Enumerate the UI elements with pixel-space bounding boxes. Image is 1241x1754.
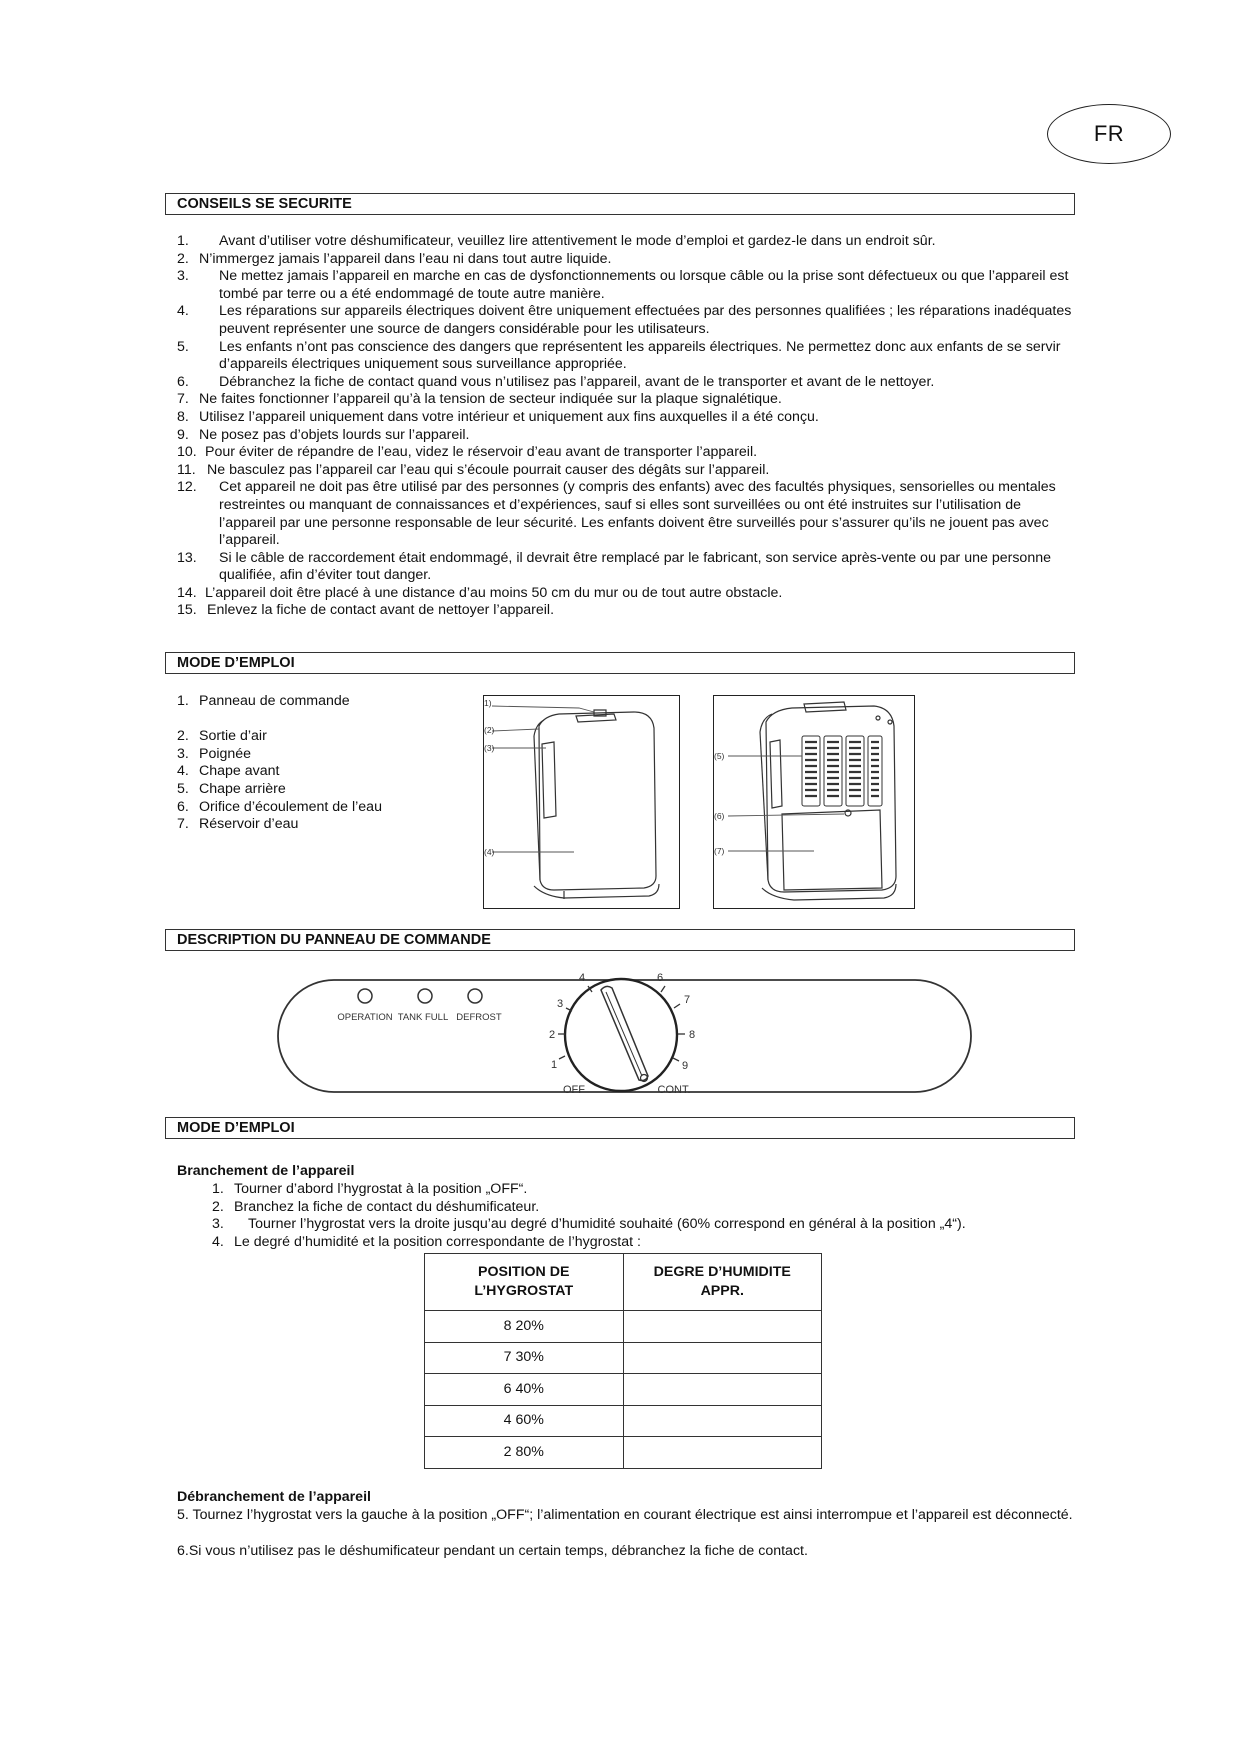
list-item: 1. Panneau de commande [177,693,350,709]
figure-callout: (6) [714,811,725,821]
list-item: 4. Chape avant [177,763,280,780]
dial-mark: 9 [681,1060,689,1072]
list-item: 5. Chape arrière [177,780,286,797]
table-header-position: POSITION DE L’HYGROSTAT [425,1254,624,1311]
disconnect-paragraph: 5. Tournez l’hygrostat vers la gauche à la position „OFF“; l’alimentation en courant électrique est ainsi interrompue et l’appareil est déconnecté. [177,1507,1073,1523]
list-item: 13. Si le câble de raccordement était endommagé, il devrait être remplacé par le fabricant, son service après-vente ou par une personne qualifiée, afin d’éviter tout danger. [177,549,1051,584]
dial-mark: 2 [548,1029,556,1041]
list-item: 7. Réservoir d’eau [177,816,299,833]
figure-callout: (5) [714,751,725,761]
figure-back-view [713,695,915,909]
parts-list [177,693,477,834]
dial-mark: 6 [656,972,664,984]
language-badge: FR [1047,104,1171,164]
list-item: 6. Débranchez la fiche de contact quand vous n’utilisez pas l’appareil, avant de le transporter et avant de le nettoyer. [177,373,935,390]
section-header-parts: MODE D’EMPLOI [165,652,1075,674]
list-item: 10. Pour éviter de répandre de l’eau, videz le réservoir d’eau avant de transporter l’appareil. [177,444,758,461]
table-header-row [425,1254,822,1311]
control-panel-drawing [276,964,974,1108]
table-cell: 2 80% [425,1437,624,1469]
connect-steps [212,1181,1072,1251]
table-cell [623,1405,822,1437]
tank-full-indicator-light [418,989,432,1003]
dial-mark: 8 [688,1029,696,1041]
table-cell: 6 40% [425,1374,624,1406]
list-item: 2. Branchez la fiche de contact du déshumificateur. [212,1198,540,1215]
list-item: 1. Avant d’utiliser votre déshumificateur, veuillez lire attentivement le mode d’emploi et gardez-le dans un endroit sûr. [177,233,936,249]
operation-indicator-label: OPERATION [337,1012,393,1023]
disconnect-heading: Débranchement de l’appareil [177,1489,371,1505]
figure-front-view [483,695,680,909]
dehumidifier-back-illustration [714,696,913,907]
table-cell [623,1311,822,1343]
list-item: 14. L’appareil doit être placé à une distance d’au moins 50 cm du mur ou de tout autre obstacle. [177,584,783,601]
figure-callout: 1) [484,698,492,708]
table-row [425,1374,822,1406]
table-cell: 8 20% [425,1311,624,1343]
list-item: 3. Ne mettez jamais l’appareil en marche en cas de dysfonctionnements ou lorsque câble ou la prise sont défectueux ou que l’appareil est tombé par terre ou a été endommagé de toute autre manière. [177,268,1069,302]
defrost-indicator-label: DEFROST [456,1012,502,1023]
table-cell [623,1342,822,1374]
tank-full-indicator-label: TANK FULL [397,1012,449,1023]
list-item: 5. Les enfants n’ont pas conscience des dangers que représentent les appareils électriques. Ne permettez donc aux enfants de se servir d’appareils électriques uniquement sous surveillance appropriée. [177,338,1061,373]
table-cell: 4 60% [425,1405,624,1437]
table-cell [623,1374,822,1406]
table-cell [623,1437,822,1469]
dial-off-label: OFF [563,1084,585,1096]
list-item: 4. Le degré d’humidité et la position correspondante de l’hygrostat : [212,1233,641,1250]
hygrostat-table [424,1253,822,1469]
operation-indicator-light [358,989,372,1003]
section-header-usage: MODE D’EMPLOI [165,1117,1075,1139]
list-item: 1. Tourner d’abord l’hygrostat à la position „OFF“. [212,1181,528,1197]
figure-callout: (3) [484,743,495,753]
dial-mark: 3 [556,998,564,1010]
dial-mark: 7 [683,994,691,1006]
table-row [425,1405,822,1437]
figure-callout: (7) [714,846,725,856]
table-header-humidity: DEGRE D’HUMIDITE APPR. [623,1254,822,1311]
figure-callout: (2) [484,725,495,735]
connect-heading: Branchement de l’appareil [177,1163,355,1179]
dial-mark: 4 [578,972,586,984]
list-item: 12. Cet appareil ne doit pas être utilisé par des personnes (y compris des enfants) avec des facultés physiques, sensorielles ou mentales restreintes ou manquant de connaissances et d’expériences, sauf si elles sont surveillées ou ont été instruites sur l’utilisation de l’appareil par une personne responsable de leur sécurité. Les enfants doivent être surveillés pour s’assurer qu’ils ne jouent pas avec l’appareil. [177,479,1056,549]
table-row [425,1311,822,1343]
hygrostat-dial[interactable] [565,979,677,1091]
table-row [425,1342,822,1374]
list-item: 4. Les réparations sur appareils électriques doivent être uniquement effectuées par des personnes qualifiées ; les réparations inadéquates peuvent représenter une source de dangers considérable pour les utilisateurs. [177,303,1072,337]
table-cell: 7 30% [425,1342,624,1374]
section-header-control-panel: DESCRIPTION DU PANNEAU DE COMMANDE [165,929,1075,951]
dial-cont-label: CONT. [657,1084,691,1096]
list-item: 9. Ne posez pas d’objets lourds sur l’appareil. [177,426,470,443]
control-panel-illustration [276,964,974,1108]
list-item: 15. Enlevez la fiche de contact avant de nettoyer l’appareil. [177,602,555,619]
list-item: 7. Ne faites fonctionner l’appareil qu’à la tension de secteur indiquée sur la plaque signalétique. [177,391,782,408]
safety-list [177,233,1077,620]
list-item: 11. Ne basculez pas l’appareil car l’eau qui s’écoule pourrait causer des dégâts sur l’appareil. [177,461,770,478]
list-item: 8. Utilisez l’appareil uniquement dans votre intérieur et uniquement aux fins auxquelles il a été conçu. [177,408,819,425]
disconnect-paragraph: 6.Si vous n’utilisez pas le déshumificateur pendant un certain temps, débranchez la fiche de contact. [177,1543,808,1559]
section-header-safety: CONSEILS SE SECURITE [165,193,1075,215]
dial-mark: 1 [550,1059,558,1071]
list-item: 3. Tourner l’hygrostat vers la droite jusqu’au degré d’humidité souhaité (60% correspond en général à la position „4“). [212,1216,966,1233]
list-item: 2. N’immergez jamais l’appareil dans l’eau ni dans tout autre liquide. [177,250,612,267]
figure-callout: (4) [484,847,495,857]
list-item: 3. Poignée [177,745,252,762]
table-row [425,1437,822,1469]
dehumidifier-front-illustration [484,696,678,907]
list-item: 6. Orifice d’écoulement de l’eau [177,798,382,815]
list-item: 2. Sortie d’air [177,728,267,745]
defrost-indicator-light [468,989,482,1003]
